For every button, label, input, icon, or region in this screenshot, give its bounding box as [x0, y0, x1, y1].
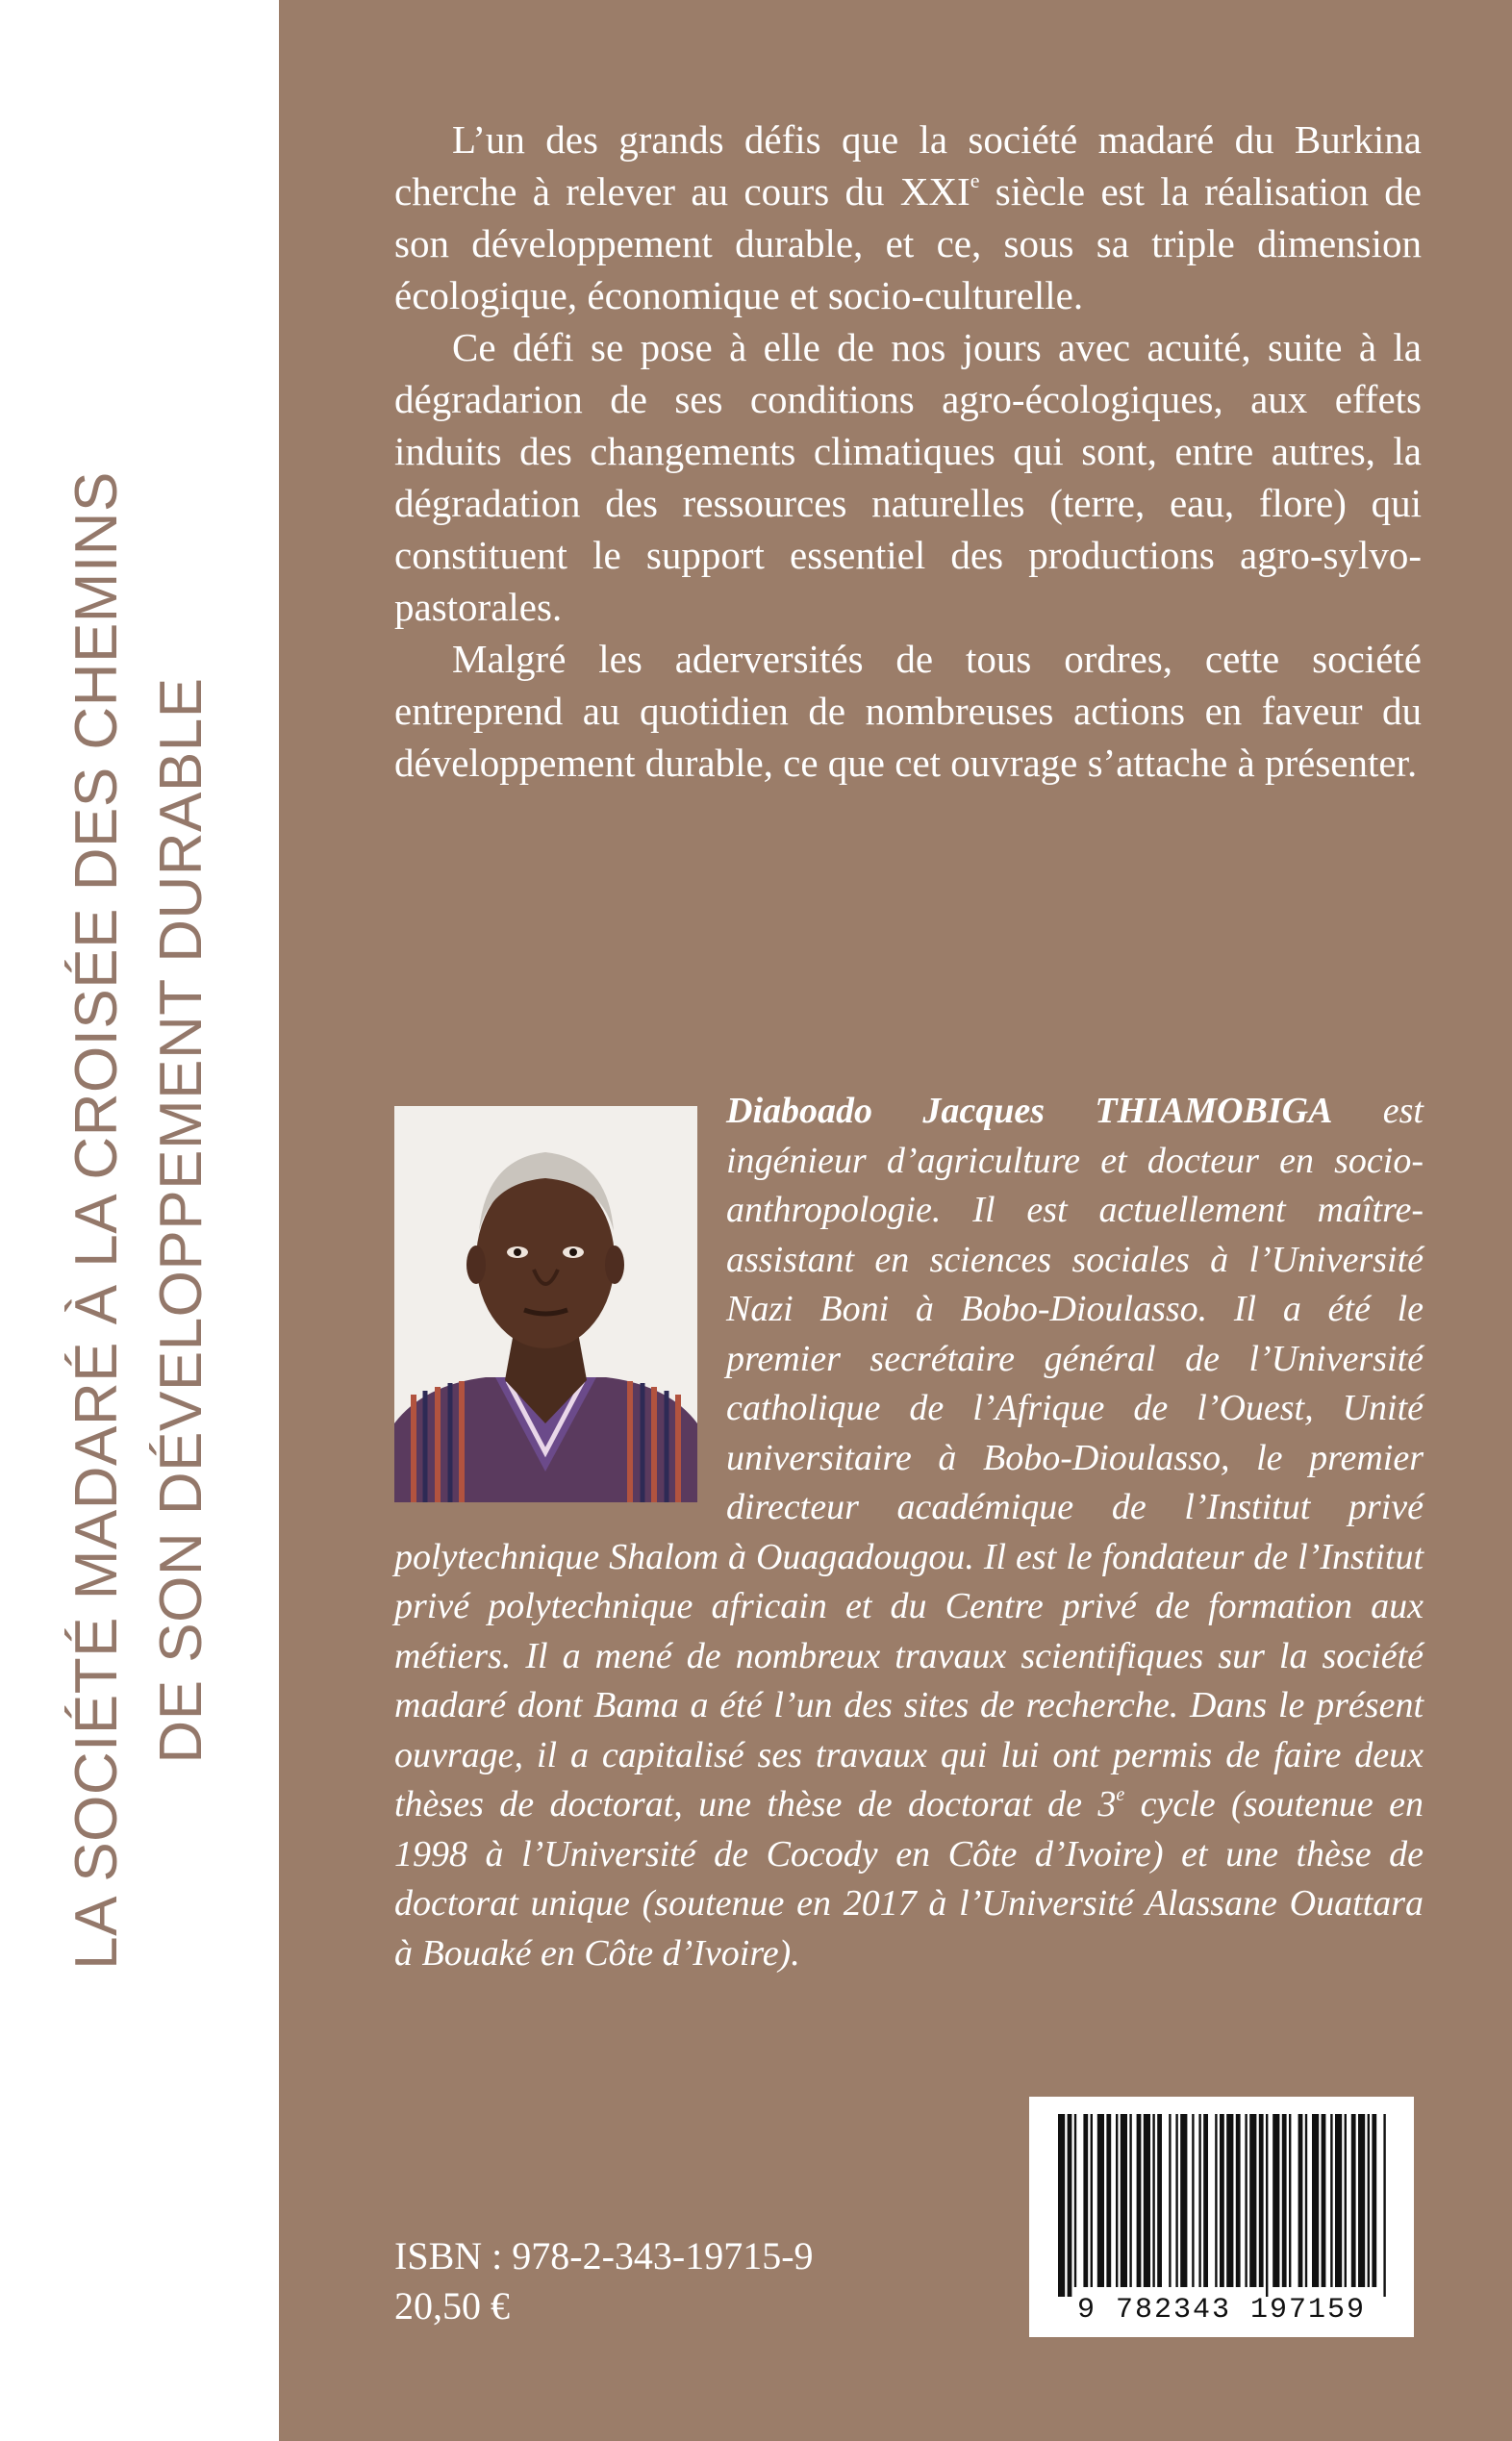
barcode-bar	[1198, 2114, 1200, 2287]
barcode-bar	[1330, 2114, 1332, 2287]
barcode-bar	[1259, 2114, 1264, 2287]
barcode	[1029, 2097, 1414, 2337]
barcode-bar	[1335, 2114, 1342, 2287]
back-cover-blurb	[394, 113, 1422, 789]
blurb-paragraph-2: Ce défi se pose à elle de nos jours avec acuité, suite à la dégradarion de ses conditions agro-écologiques, aux effets induits des changements climatiques qui sont, entre autres, la dégradation des ressources naturelles (terre, eau, flore) qui constituent le support essentiel des productions agro-sylvo-pastorales.	[394, 325, 1422, 629]
author-biography: Diaboado Jacques THIAMOBIGA est ingénieur d’agriculture et docteur en socio-anthropologie. Il est actuellement maître-assistant en sciences sociales à l’Université Nazi Boni à Bobo-Dioulasso. Il a été le premier secrétaire général de l’Université catholique de l’Afrique de l’Ouest, Unité universitaire à Bobo-Dioulasso, le premier directeur académique de l’Institut privé polytechnique Shalom à Ouagadougou. Il est le fondateur de l’Institut privé polytechnique africain et du Centre privé de formation aux métiers. Il a mené de nombreux travaux scientifiques sur la société madaré dont Bama a été l’un des sites de recherche. Dans le présent ouvrage, il a capitalisé ses travaux qui lui ont permis de faire deux thèses de doctorat, une thèse de doctorat de 3e cycle (soutenue en 1998 à l’Université de Cocody en Côte d’Ivoire) et une thèse de doctorat unique (soutenue en 2017 à l’Université Alassane Ouattara à Bouaké en Côte d’Ivoire).	[394, 1087, 1424, 1978]
barcode-bar	[1068, 2114, 1072, 2297]
barcode-bar	[1383, 2114, 1385, 2297]
barcode-bar	[1074, 2114, 1076, 2287]
barcode-bar	[1169, 2114, 1171, 2287]
isbn-price-block	[394, 2231, 814, 2331]
barcode-bar	[1175, 2114, 1177, 2287]
barcode-bar	[1129, 2114, 1131, 2287]
barcode-bar	[1083, 2114, 1088, 2287]
barcode-bar	[1137, 2114, 1142, 2287]
barcode-bar	[1273, 2114, 1279, 2287]
barcode-bar	[1266, 2114, 1268, 2297]
photo-space	[394, 1087, 726, 1508]
barcode-bar	[1144, 2114, 1150, 2287]
barcode-bar	[1358, 2114, 1365, 2287]
barcode-bar	[1249, 2114, 1256, 2287]
barcode-bar	[1368, 2114, 1370, 2287]
book-spine	[0, 0, 279, 2441]
barcode-bar	[1372, 2114, 1376, 2287]
bio-text-end: cycle (soutenue en 1998 à l’Université de Cocody en Côte d’Ivoire) et une thèse de doctorat unique (soutenue en 2017 à l’Université Alassane Ouattara à Bouaké en Côte d’Ivoire).	[394, 1784, 1424, 1974]
barcode-bar	[1203, 2114, 1208, 2287]
barcode-bar	[1236, 2114, 1241, 2287]
barcode-bar	[1282, 2114, 1287, 2287]
barcode-bar	[1106, 2114, 1111, 2287]
barcode-bar	[1322, 2114, 1326, 2287]
barcode-bar	[1226, 2114, 1233, 2287]
barcode-bar	[1220, 2114, 1224, 2287]
barcode-bar	[1152, 2114, 1154, 2287]
price: 20,50 €	[394, 2284, 510, 2328]
barcode-bar	[1245, 2114, 1247, 2287]
barcode-bar	[1180, 2114, 1187, 2287]
isbn-number: ISBN : 978-2-343-19715-9	[394, 2234, 814, 2277]
blurb-paragraph-3: Malgré les aderversités de tous ordres, cette société entreprend au quotidien de nombreuses actions en faveur du développement durable, ce que cet ouvrage s’attache à présenter.	[394, 637, 1422, 785]
barcode-bar	[1305, 2114, 1307, 2287]
barcode-bar	[1312, 2114, 1319, 2287]
spine-title	[55, 114, 224, 2327]
barcode-bar	[1298, 2114, 1303, 2287]
barcode-bar	[1289, 2114, 1291, 2287]
spine-title-line-2: DE SON DÉVELOPPEMENT DURABLE	[148, 677, 214, 1764]
author-name: Diaboado Jacques THIAMOBIGA	[726, 1091, 1333, 1131]
barcode-bar	[1097, 2114, 1104, 2287]
spine-title-line-1: LA SOCIÉTÉ MADARÉ À LA CROISÉE DES CHEMINS	[63, 471, 130, 1970]
barcode-bar	[1192, 2114, 1194, 2287]
barcode-bar	[1157, 2114, 1162, 2287]
barcode-digits: 9 782343 197159	[1076, 2294, 1367, 2327]
blurb-paragraph-1: L’un des grands défis que la société madaré du Burkina cherche à relever au cours du XXIe siècle est la réalisation de son développement durable, et ce, sous sa triple dimension écologique, économique et socio-culturelle.	[394, 117, 1422, 317]
barcode-bar	[1058, 2114, 1065, 2297]
barcode-bar	[1116, 2114, 1118, 2287]
barcode-bar	[1091, 2114, 1093, 2287]
barcode-bar	[1215, 2114, 1217, 2287]
barcode-bar	[1121, 2114, 1127, 2287]
barcode-bar	[1345, 2114, 1347, 2287]
bio-text: est ingénieur d’agriculture et docteur en socio-anthropologie. Il est actuellement maître-assistant en sciences sociales à l’Université Nazi Boni à Bobo-Dioulasso. Il a été le premier secrétaire général de l’Université catholique de l’Afrique de l’Ouest, Unité universitaire à Bobo-Dioulasso, le premier directeur académique de l’Institut privé polytechnique Shalom à Ouagadougou. Il est le fondateur de l’Institut privé polytechnique africain et du Centre privé de formation aux métiers. Il a mené de nombreux travaux scientifiques sur la société madaré dont Bama a été l’un des sites de recherche. Dans le présent ouvrage, il a capitalisé ses travaux qui lui ont permis de faire deux thèses de doctorat, une thèse de doctorat de 3	[394, 1091, 1424, 1824]
barcode-bar	[1351, 2114, 1356, 2287]
